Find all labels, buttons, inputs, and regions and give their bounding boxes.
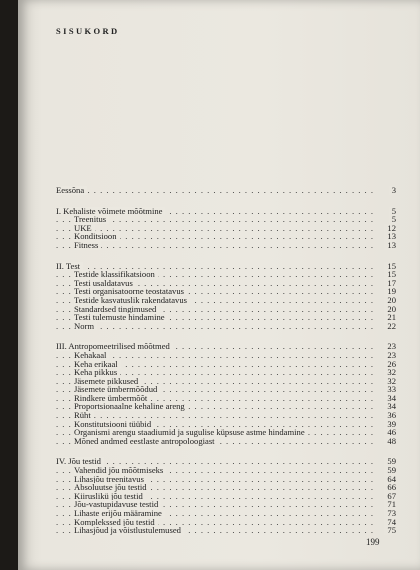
toc-page-number: 33 [384, 385, 396, 394]
toc-entry-label: Kehakaal [74, 351, 109, 360]
toc-entry-label: Rüht [74, 411, 94, 420]
toc-section-label: I. Kehaliste võimete mõõtmine [56, 207, 165, 216]
toc-entry-label: Lihasjõu treenitavus [74, 475, 147, 484]
toc-page-number: 73 [384, 509, 396, 518]
toc-page-number: 26 [384, 360, 396, 369]
toc-entry [56, 232, 396, 241]
toc-entry-label: UKE [74, 224, 95, 233]
toc-page-number: 13 [384, 232, 396, 241]
table-of-contents [56, 186, 396, 535]
toc-entry-label: Jäsemete pikkused [74, 377, 141, 386]
toc-page-number: 23 [384, 351, 396, 360]
toc-entry-label: Testide klassifikatsioon [74, 270, 158, 279]
page-heading: SISUKORD [56, 26, 120, 36]
toc-section-title [56, 342, 396, 351]
dot-leader [56, 322, 374, 331]
toc-entry-label: Vahendid jõu mõõtmiseks [74, 466, 166, 475]
toc-page-number: 5 [389, 207, 396, 216]
dot-leader [56, 241, 374, 250]
toc-entry [56, 526, 396, 535]
toc-entry [56, 402, 396, 411]
toc-entry [56, 322, 396, 331]
toc-page-number: 75 [384, 526, 396, 535]
toc-entry-label: Testi usaldatavus [74, 279, 136, 288]
toc-entry-label: Kiiruslikü jõu testid [74, 492, 146, 501]
toc-entry-label: Lihasjõud ja võistlustulemused [74, 526, 184, 535]
toc-entry [56, 215, 396, 224]
toc-page-number: 74 [384, 518, 396, 527]
toc-section [56, 186, 396, 195]
toc-page-number: 3 [389, 186, 396, 195]
toc-entry-label: Norm [74, 322, 97, 331]
toc-section [56, 457, 396, 534]
toc-page-number: 46 [384, 428, 396, 437]
toc-section-label: Eessõna [56, 186, 87, 195]
toc-page-number: 22 [384, 322, 396, 331]
toc-entry-label: Keha erikaal [74, 360, 121, 369]
page-number: 199 [366, 537, 380, 547]
toc-entry-label: Testi tulemuste hindamine [74, 313, 168, 322]
toc-entry-label: Lihaste erijõu määramine [74, 509, 165, 518]
toc-page-number: 59 [384, 457, 396, 466]
toc-entry-label: Komplekssed jõu testid [74, 518, 158, 527]
toc-page-number: 48 [384, 437, 396, 446]
toc-entry-label: Jäsemete ümbermõõdud [74, 385, 160, 394]
toc-entry-label: Fitness [74, 241, 101, 250]
toc-section [56, 207, 396, 250]
toc-page-number: 64 [384, 475, 396, 484]
toc-section-label: II. Test [56, 262, 83, 271]
dot-leader [56, 186, 374, 195]
toc-page-number: 23 [384, 342, 396, 351]
toc-section-title [56, 207, 396, 216]
toc-entry-label: Keha pikkus [74, 368, 120, 377]
toc-entry-label: Standardsed tingimused [74, 305, 159, 314]
toc-page-number: 20 [384, 296, 396, 305]
toc-section [56, 262, 396, 331]
toc-section-label: III. Antropomeetrilised mõõtmed [56, 342, 173, 351]
toc-entry-label: Konstitutsiooni tüübid [74, 420, 154, 429]
toc-page-number: 34 [384, 402, 396, 411]
toc-page-number: 67 [384, 492, 396, 501]
toc-page-number: 15 [384, 270, 396, 279]
toc-entry-label: Testide kasvatuslik rakendatavus [74, 296, 190, 305]
toc-entry [56, 437, 396, 446]
toc-page-number: 36 [384, 411, 396, 420]
toc-entry-label: Konditsioon [74, 232, 120, 241]
toc-entry-label: Organismi arengu staadiumid ja sugulise küpsuse astme hindamine [74, 428, 308, 437]
toc-page-number: 19 [384, 287, 396, 296]
toc-page-number: 71 [384, 500, 396, 509]
toc-page-number: 32 [384, 368, 396, 377]
toc-page-number: 17 [384, 279, 396, 288]
toc-section-title [56, 186, 396, 195]
book-page [18, 0, 420, 570]
toc-page-number: 5 [389, 215, 396, 224]
toc-page-number: 21 [384, 313, 396, 322]
toc-section [56, 342, 396, 445]
toc-page-number: 15 [384, 262, 396, 271]
toc-entry [56, 313, 396, 322]
toc-entry-label: Rindkere ümbermõõt [74, 394, 150, 403]
toc-entry-label: Proportsionaalne kehaline areng [74, 402, 188, 411]
toc-entry-label: Jõu-vastupidavuse testid [74, 500, 161, 509]
toc-page-number: 59 [384, 466, 396, 475]
toc-page-number: 34 [384, 394, 396, 403]
toc-page-number: 20 [384, 305, 396, 314]
toc-entry [56, 241, 396, 250]
toc-entry-label: Treenitus [74, 215, 109, 224]
toc-entry-label: Absoluutse jõu testid [74, 483, 150, 492]
toc-entry-label: Testi organisatoorne teostatavus [74, 287, 187, 296]
toc-entry-label: Mõned andmed eestlaste antropoloogiast [74, 437, 218, 446]
toc-section-label: IV. Jõu testid [56, 457, 104, 466]
toc-page-number: 12 [384, 224, 396, 233]
toc-page-number: 32 [384, 377, 396, 386]
toc-page-number: 13 [384, 241, 396, 250]
toc-page-number: 66 [384, 483, 396, 492]
toc-page-number: 39 [384, 420, 396, 429]
